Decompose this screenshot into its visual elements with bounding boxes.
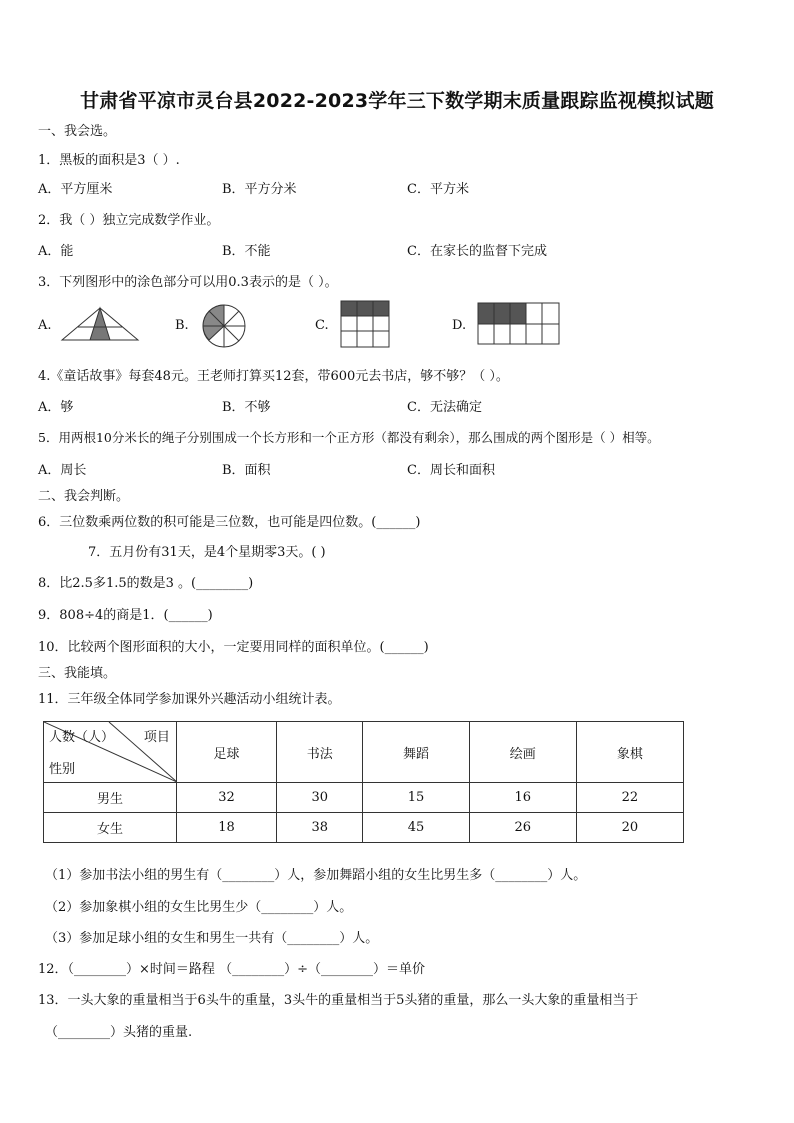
table-cell: 18 [176,813,276,843]
question-8: 8．比2.5多1.5的数是3 。(________) [38,576,254,591]
q2-option-a: A．能 [38,244,74,259]
q3-option-b: B. [175,318,189,333]
table-cell: 15 [363,783,469,813]
grid-2x5-figure [477,302,561,346]
table-cell: 16 [469,783,576,813]
q5-option-c: C．周长和面积 [407,463,495,478]
question-11: 11．三年级全体同学参加课外兴趣活动小组统计表。 [38,692,341,707]
section-heading-judge: 二、我会判断。 [38,489,130,504]
q3-option-c: C. [315,318,329,333]
q5-option-b: B．面积 [222,463,271,478]
triangle-figure [60,305,140,343]
question-11-part-3: （3）参加足球小组的女生和男生一共有（________）人。 [45,931,379,946]
row-label: 男生 [44,783,177,813]
question-1: 1．黑板的面积是3（ ）. [38,153,180,168]
table-cell: 20 [576,813,683,843]
column-header: 象棋 [576,722,683,783]
question-3: 3．下列图形中的涂色部分可以用0.3表示的是（ ）。 [38,275,338,290]
table-header-row [44,722,684,783]
q5-option-a: A．周长 [38,463,87,478]
question-5: 5．用两根10分米长的绳子分别围成一个长方形和一个正方形（都没有剩余），那么围成的两个图形是（ ）相等。 [38,430,660,445]
q1-option-a: A．平方厘米 [38,182,113,197]
page-title: 甘肃省平凉市灵台县2022-2023学年三下数学期末质量跟踪监视模拟试题 [80,90,714,112]
table-cell: 22 [576,783,683,813]
q3-option-a: A. [38,318,52,333]
table-cell: 45 [363,813,469,843]
row-label: 女生 [44,813,177,843]
column-header: 舞蹈 [363,722,469,783]
q4-option-b: B．不够 [222,400,271,415]
header-gender-label: 性别 [49,762,76,777]
section-heading-fill: 三、我能填。 [38,666,117,681]
grid-3x3-figure [340,300,390,348]
question-9: 9．808÷4的商是1．(______) [38,608,213,623]
column-header: 绘画 [469,722,576,783]
activity-stats-table [43,721,684,843]
question-11-part-1: （1）参加书法小组的男生有（________）人，参加舞蹈小组的女生比男生多（________）人。 [45,868,587,883]
q1-option-b: B．平方分米 [222,182,297,197]
question-10: 10．比较两个图形面积的大小，一定要用同样的面积单位。(______) [38,640,429,655]
diagonal-header-cell [44,722,177,783]
q2-option-c: C．在家长的监督下完成 [407,244,547,259]
table-row [44,783,684,813]
q4-option-a: A．够 [38,400,74,415]
q4-option-c: C．无法确定 [407,400,482,415]
column-header: 书法 [277,722,363,783]
header-item-label: 项目 [143,730,170,745]
table-cell: 30 [277,783,363,813]
q2-option-b: B．不能 [222,244,271,259]
question-11-part-2: （2）参加象棋小组的女生比男生少（________）人。 [45,900,353,915]
header-people-label: 人数（人） [49,730,115,745]
question-7: 7．五月份有31天，是4个星期零3天。( ) [88,545,326,560]
question-13-line-1: 13．一头大象的重量相当于6头牛的重量，3头牛的重量相当于5头猪的重量，那么一头大象的重量相当于 [38,993,639,1008]
question-2: 2．我（ ）独立完成数学作业。 [38,213,220,228]
q3-option-d: D. [452,318,467,333]
table-cell: 38 [277,813,363,843]
question-13-line-2: （________）头猪的重量. [45,1025,193,1040]
question-4: 4.《童话故事》每套48元。王老师打算买12套，带600元去书店，够不够？（ ）。 [38,369,509,384]
column-header: 足球 [176,722,276,783]
table-row [44,813,684,843]
table-cell: 26 [469,813,576,843]
circle-figure [200,302,248,350]
question-6: 6．三位数乘两位数的积可能是三位数，也可能是四位数。(______) [38,515,421,530]
question-12: 12．（________）×时间＝路程 （________）÷（________）＝单价 [38,962,425,977]
table-cell: 32 [176,783,276,813]
section-heading-choice: 一、我会选。 [38,124,117,139]
q1-option-c: C．平方米 [407,182,469,197]
